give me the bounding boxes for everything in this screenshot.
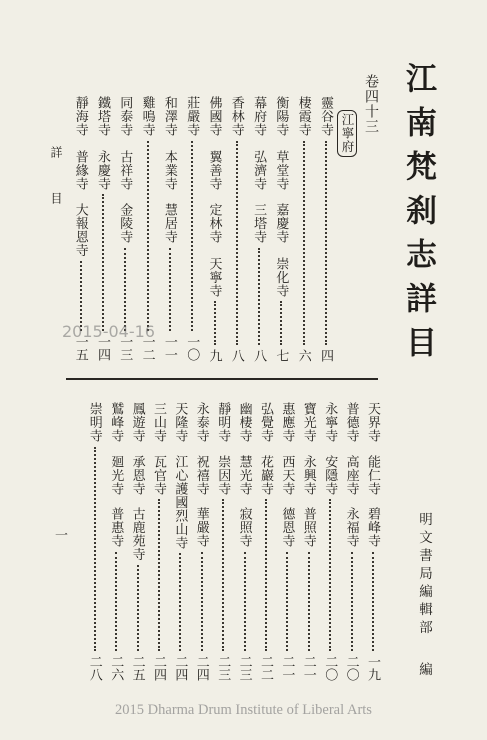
toc-column <box>294 96 314 362</box>
temple-name: 崇因寺 <box>215 454 231 495</box>
toc-column <box>205 96 225 362</box>
toc-column <box>192 402 212 682</box>
temple-name: 安隱寺 <box>322 454 338 495</box>
temple-name: 同泰寺 <box>117 96 133 137</box>
temple-name: 幕府寺 <box>251 96 267 137</box>
editor-verb: 編 <box>416 662 432 676</box>
temple-name: 碧峰寺 <box>365 507 380 548</box>
dotted-leader <box>191 141 193 332</box>
toc-column <box>299 402 319 682</box>
temple-name: 永福寺 <box>343 507 359 548</box>
temple-name: 花巖寺 <box>258 454 273 495</box>
toc-column <box>160 96 180 362</box>
toc-column <box>342 402 362 682</box>
temple-name: 鳳遊寺 <box>129 402 145 443</box>
temple-name: 翼善寺 <box>206 149 222 190</box>
section-divider-rule <box>66 378 378 380</box>
temple-name: 寂照寺 <box>236 507 252 548</box>
page-reference: 二四 <box>172 655 188 681</box>
toc-column <box>363 402 383 682</box>
dotted-leader <box>244 552 246 652</box>
temple-name: 弘覺寺 <box>258 402 273 443</box>
page-reference: 二三 <box>236 655 252 681</box>
temple-name: 金陵寺 <box>117 203 133 244</box>
temple-name: 普德寺 <box>343 402 359 443</box>
toc-column <box>149 402 169 682</box>
temple-name: 崇明寺 <box>86 402 102 443</box>
temple-name: 瓦官寺 <box>151 454 166 495</box>
dotted-leader <box>179 553 181 651</box>
page-reference: 二〇 <box>322 655 338 681</box>
toc-column <box>277 402 297 682</box>
dotted-leader <box>94 447 96 652</box>
temple-name: 靜海寺 <box>72 96 88 137</box>
temple-name: 嘉慶寺 <box>273 203 289 244</box>
editor-credit: 明文書局編輯部 <box>416 512 432 638</box>
page-reference: 四 <box>318 348 333 362</box>
page-reference: 二八 <box>86 655 102 681</box>
temple-name: 古鹿苑寺 <box>129 507 145 561</box>
dotted-leader <box>147 141 149 332</box>
toc-column <box>227 96 247 362</box>
page-reference: 二四 <box>193 655 209 681</box>
page-reference: 八 <box>251 348 267 362</box>
page-reference: 一〇 <box>184 335 200 361</box>
temple-name: 江心護國烈山寺 <box>172 454 188 549</box>
temple-name: 慧光寺 <box>236 454 252 495</box>
temple-name: 華嚴寺 <box>193 507 209 548</box>
dotted-leader <box>236 141 238 345</box>
prefecture-heading: 江寧府 <box>337 110 357 157</box>
page-reference: 七 <box>273 348 289 362</box>
temple-name: 鐵塔寺 <box>95 96 110 137</box>
toc-column <box>320 402 340 682</box>
temple-name: 普惠寺 <box>108 507 124 548</box>
toc-column <box>271 96 291 362</box>
toc-column <box>182 96 202 362</box>
temple-name: 廻光寺 <box>108 454 124 495</box>
dotted-leader <box>214 301 216 345</box>
temple-name: 定林寺 <box>206 203 222 244</box>
side-label-detail: 詳 <box>49 146 63 158</box>
dotted-leader <box>169 248 171 332</box>
temple-name: 永慶寺 <box>95 149 110 190</box>
page-reference: 九 <box>206 348 222 362</box>
dotted-leader <box>351 552 353 652</box>
temple-name: 幽棲寺 <box>236 402 252 443</box>
temple-name: 古祥寺 <box>117 149 133 190</box>
page-reference: 二六 <box>108 655 124 681</box>
temple-name: 寶光寺 <box>300 402 316 443</box>
temple-name: 鷲峰寺 <box>108 402 124 443</box>
temple-name: 香林寺 <box>228 96 244 137</box>
temple-name: 雞鳴寺 <box>139 96 155 137</box>
temple-name: 能仁寺 <box>365 454 380 495</box>
page-reference: 一二 <box>139 335 155 361</box>
toc-column <box>213 402 233 682</box>
temple-name: 靈谷寺 <box>318 96 333 137</box>
page-number: 一 <box>52 528 67 541</box>
dotted-leader <box>258 248 260 345</box>
temple-name: 三山寺 <box>151 402 166 443</box>
temple-name: 天界寺 <box>365 402 380 443</box>
temple-name: 永興寺 <box>300 454 316 495</box>
temple-name: 大報恩寺 <box>72 203 88 257</box>
page-reference: 二二 <box>258 655 273 681</box>
temple-name: 慧居寺 <box>161 203 177 244</box>
temple-name: 普照寺 <box>300 507 316 548</box>
page-reference: 一三 <box>117 335 133 361</box>
toc-column <box>170 402 190 682</box>
volume-heading: 卷四十三 <box>363 74 379 134</box>
temple-name: 永泰寺 <box>193 402 209 443</box>
toc-column <box>316 96 336 362</box>
dotted-leader <box>372 552 374 652</box>
temple-name: 天隆寺 <box>172 402 188 443</box>
page-reference: 一四 <box>95 335 110 361</box>
temple-name: 弘濟寺 <box>251 149 267 190</box>
page-reference: 二三 <box>215 655 231 681</box>
dotted-leader <box>303 141 305 345</box>
temple-name: 衡陽寺 <box>273 96 289 137</box>
page-reference: 二一 <box>279 655 295 681</box>
temple-name: 天寧寺 <box>206 256 222 297</box>
page-reference: 一九 <box>365 655 380 681</box>
dotted-leader <box>102 194 104 331</box>
dotted-leader <box>308 552 310 652</box>
temple-name: 永寧寺 <box>322 402 338 443</box>
temple-name: 普緣寺 <box>72 149 88 190</box>
book-title: 江南梵刹志詳目 <box>400 62 436 370</box>
temple-name: 佛國寺 <box>206 96 222 137</box>
dotted-leader <box>80 261 82 331</box>
toc-column <box>235 402 255 682</box>
temple-name: 三塔寺 <box>251 203 267 244</box>
dotted-leader <box>280 301 282 345</box>
page-reference: 二〇 <box>343 655 359 681</box>
temple-name: 祝禧寺 <box>193 454 209 495</box>
toc-column <box>128 402 148 682</box>
institute-watermark: 2015 Dharma Drum Institute of Liberal Arts <box>115 702 372 718</box>
temple-name: 棲霞寺 <box>295 96 311 137</box>
temple-name: 惠應寺 <box>279 402 295 443</box>
side-label-contents: 目 <box>49 192 63 204</box>
page-reference: 八 <box>228 348 244 362</box>
date-watermark: 2015-04-16 <box>62 322 155 341</box>
dotted-leader <box>325 141 327 345</box>
page-reference: 二一 <box>300 655 316 681</box>
page-reference: 一五 <box>72 335 88 361</box>
temple-name: 草堂寺 <box>273 149 289 190</box>
dotted-leader <box>222 499 224 651</box>
toc-column <box>106 402 126 682</box>
dotted-leader <box>329 499 331 651</box>
temple-name: 西天寺 <box>279 454 295 495</box>
toc-column <box>249 96 269 362</box>
dotted-leader <box>115 552 117 652</box>
temple-name: 本業寺 <box>161 149 177 190</box>
dotted-leader <box>124 248 126 332</box>
temple-name: 莊嚴寺 <box>184 96 200 137</box>
temple-name: 高座寺 <box>343 454 359 495</box>
page-reference: 二五 <box>129 655 145 681</box>
temple-name: 德恩寺 <box>279 507 295 548</box>
toc-column <box>256 402 276 682</box>
temple-name: 靜明寺 <box>215 402 231 443</box>
toc-column <box>85 402 105 682</box>
page-reference: 一一 <box>161 335 177 361</box>
dotted-leader <box>286 552 288 652</box>
dotted-leader <box>137 565 139 651</box>
dotted-leader <box>201 552 203 652</box>
page-reference: 六 <box>295 348 311 362</box>
dotted-leader <box>265 499 267 651</box>
dotted-leader <box>158 499 160 651</box>
temple-name: 和澤寺 <box>161 96 177 137</box>
temple-name: 承恩寺 <box>129 454 145 495</box>
temple-name: 崇化寺 <box>273 256 289 297</box>
page-reference: 二四 <box>151 655 166 681</box>
